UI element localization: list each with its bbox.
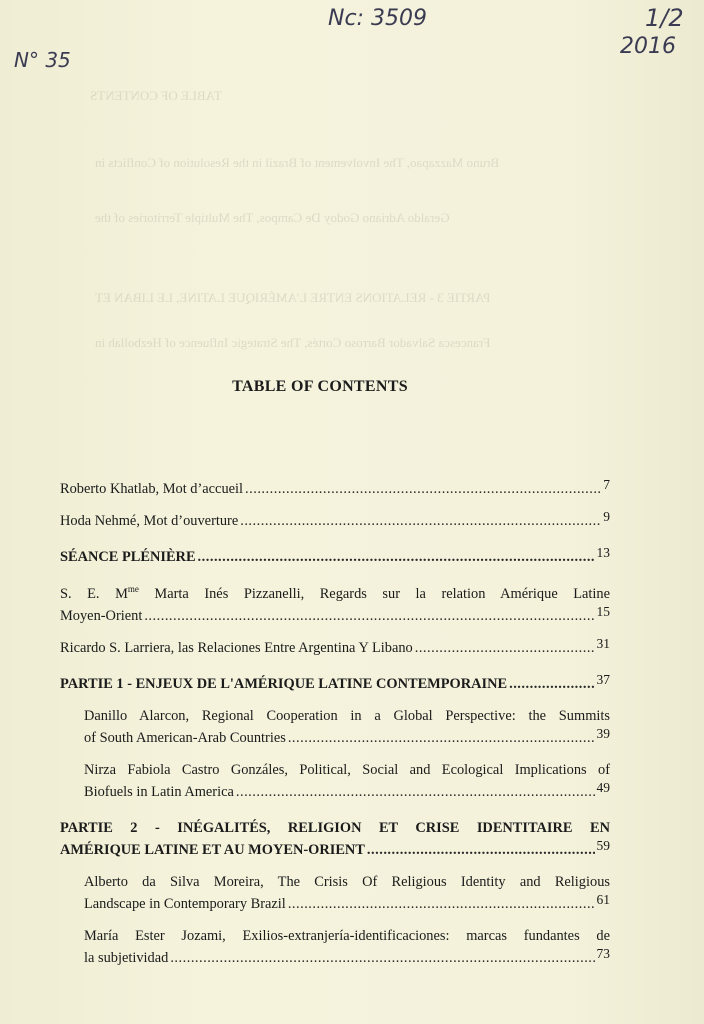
- handwritten-fraction: 1/2: [645, 4, 684, 32]
- dot-leader: [198, 546, 595, 568]
- toc-entry-title: Landscape in Contemporary Brazil: [84, 895, 286, 912]
- toc-entry-title: AMÉRIQUE LATINE ET AU MOYEN-ORIENT: [60, 841, 365, 858]
- dot-leader: [367, 839, 595, 861]
- toc-page-number: 73: [596, 945, 610, 961]
- toc-page-number: 61: [596, 891, 610, 907]
- toc-page-number: 37: [596, 671, 610, 687]
- toc-page-number: 9: [603, 509, 610, 524]
- toc-entry-title: PARTIE 1 - ENJEUX DE L'AMÉRIQUE LATINE CONTEMPORAINE: [60, 675, 508, 692]
- dot-leader: [509, 673, 594, 695]
- toc-page-number: 15: [596, 603, 610, 619]
- dot-leader: [144, 605, 594, 627]
- toc-entry-first-line: Alberto da Silva Moreira, The Crisis Of Religious Identity and Religious: [84, 873, 610, 890]
- dot-leader: [170, 947, 594, 969]
- toc-entry-title: Hoda Nehmé, Mot d’ouverture: [60, 513, 239, 529]
- toc-entry-first-line: PARTIE 2 - INÉGALITÉS, RELIGION ET CRISE IDENTITAIRE EN: [60, 819, 610, 836]
- bleed-through-text: Geraldo Adriano Godoy De Campos, The Multiple Territories of the: [95, 210, 450, 225]
- superscript: me: [127, 584, 139, 594]
- toc-entry-title: Biofuels in Latin America: [84, 783, 234, 800]
- toc-page-number: 31: [596, 635, 610, 651]
- bleed-through-text: TABLE OF CONTENTS: [90, 88, 222, 103]
- bleed-through-text: PARTIE 3 - RELATIONS ENTRE L'AMÉRIQUE LATINE, LE LIBAN ET: [95, 290, 491, 305]
- toc-entry-first-line: Nirza Fabiola Castro Gonzáles, Political, Social and Ecological Implications of: [84, 761, 610, 778]
- toc-section: [60, 673, 610, 695]
- toc-entry: [60, 705, 610, 749]
- toc-entry-first-line: S. E. $M^{me}$ Marta Inés Pizzanelli, Regards sur la relation Amérique Latine: [60, 584, 611, 602]
- toc-entry: [60, 871, 610, 915]
- dot-leader: [415, 637, 595, 659]
- toc-section: [60, 546, 610, 568]
- page-title: TABLE OF CONTENTS: [232, 378, 408, 395]
- toc-page-number: 7: [603, 477, 610, 492]
- toc-entry-title: of South American-Arab Countries: [84, 729, 286, 746]
- toc-entry: [60, 478, 610, 500]
- dot-leader: [245, 478, 601, 500]
- toc-entry-title: Roberto Khatlab, Mot d’accueil: [60, 481, 244, 497]
- toc-entry-first-line: Danillo Alarcon, Regional Cooperation in a Global Perspective: the Summits: [84, 707, 610, 724]
- dot-leader: [236, 781, 595, 803]
- toc-page-number: 13: [596, 545, 610, 560]
- table-of-contents: [60, 478, 610, 979]
- toc-section: [60, 817, 610, 861]
- toc-entry-title: SÉANCE PLÉNIÈRE: [60, 549, 196, 565]
- handwritten-number: N° 35: [14, 48, 71, 72]
- toc-page-number: 49: [596, 779, 610, 795]
- toc-entry: [60, 759, 610, 803]
- toc-entry-title: Moyen-Orient: [60, 607, 143, 624]
- toc-entry-title: Ricardo S. Larriera, las Relaciones Entre Argentina Y Libano: [60, 639, 413, 656]
- dot-leader: [288, 727, 595, 749]
- toc-page-number: 59: [596, 837, 610, 853]
- dot-leader: [240, 510, 601, 532]
- toc-entry: [60, 510, 610, 532]
- bleed-through-text: Bruno Mazzapao, The Involvement of Brazil in the Resolution of Conflicts in: [95, 155, 500, 170]
- toc-entry-first-line: María Ester Jozami, Exilios-extranjería-identificaciones: marcas fundantes de: [84, 927, 610, 944]
- handwritten-year: 2016: [620, 34, 676, 59]
- toc-entry: [60, 925, 610, 969]
- toc-page-number: 39: [596, 725, 610, 741]
- bleed-through-text: Francesca Salvador Barroso Cortés, The Strategic Influence of Hezbollah in: [95, 335, 491, 350]
- toc-entry: [60, 578, 610, 627]
- dot-leader: [288, 893, 595, 915]
- toc-entry: [60, 637, 610, 659]
- handwritten-reference: Nc: 3509: [328, 6, 427, 31]
- toc-entry-title: la subjetividad: [84, 949, 169, 966]
